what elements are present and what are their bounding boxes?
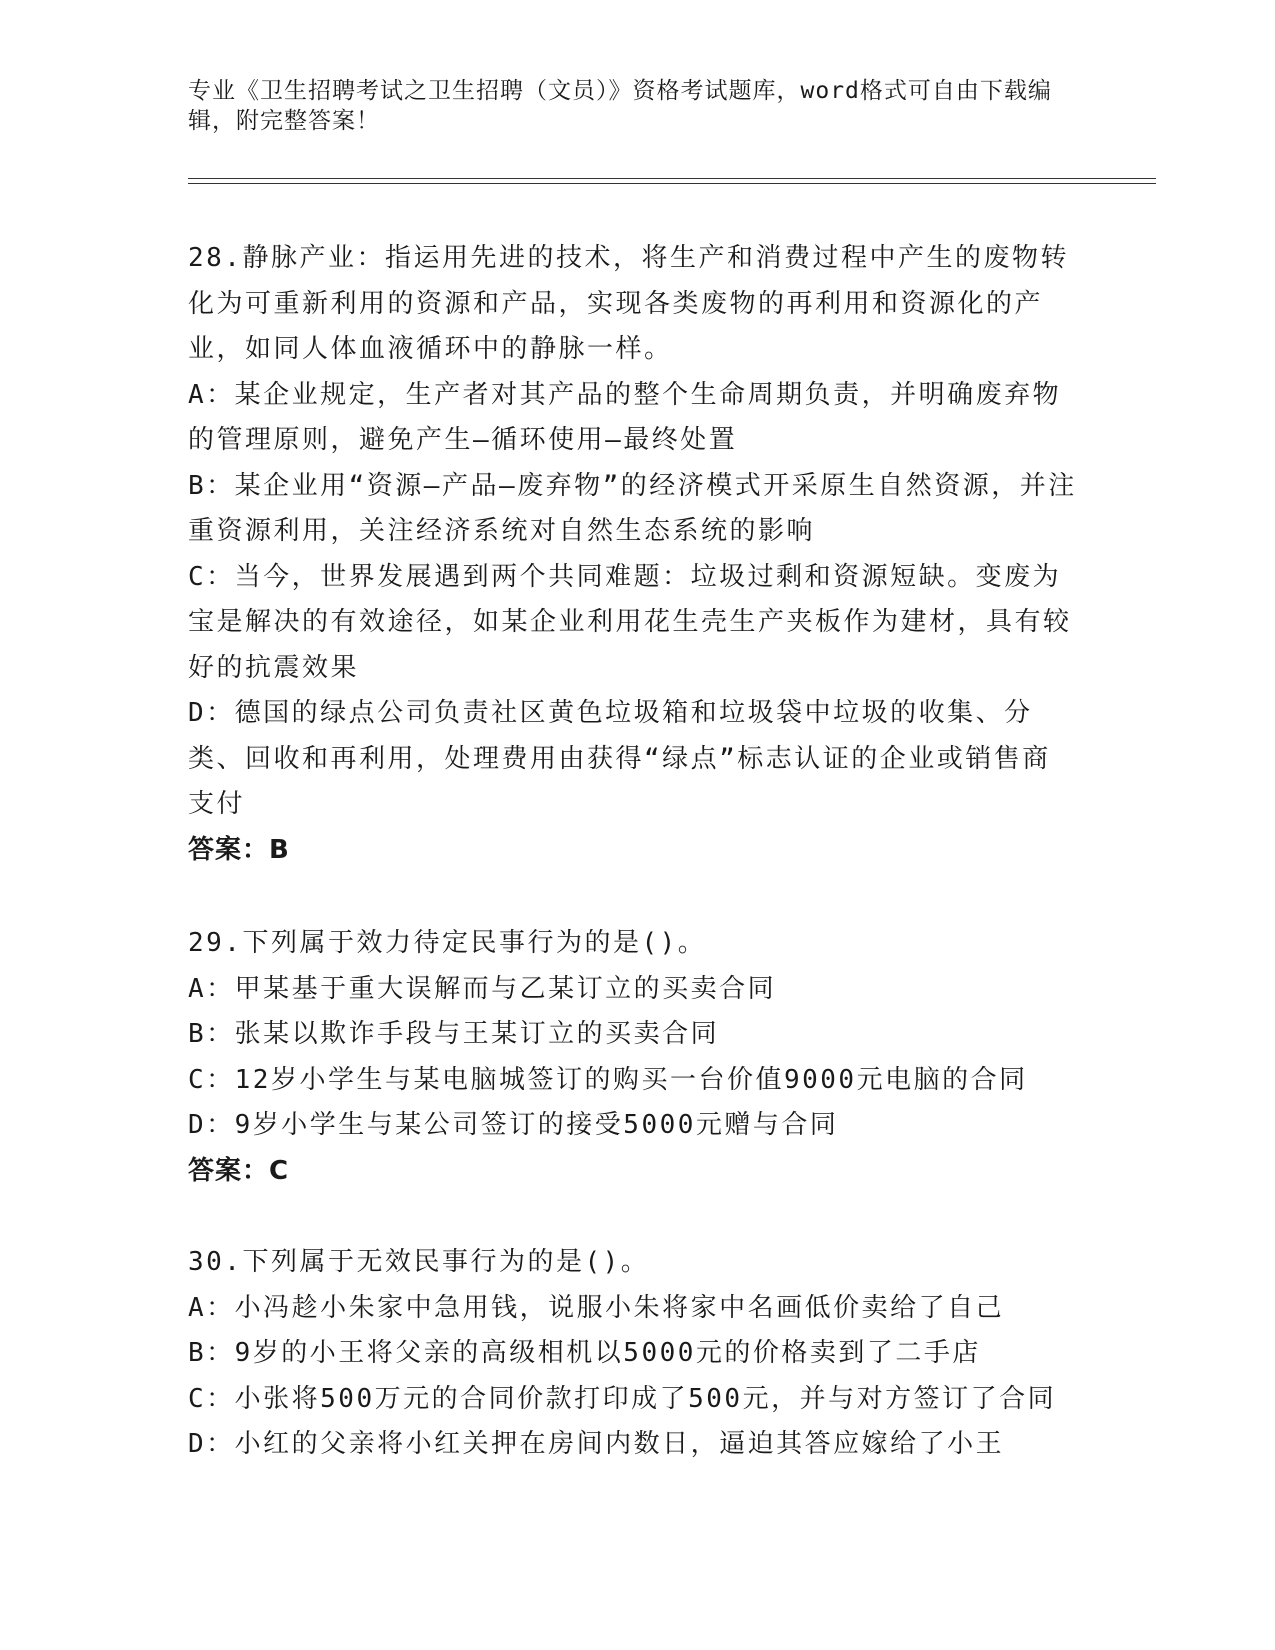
- header-divider-top: [188, 178, 1156, 179]
- question-stem: 29.下列属于效力待定民事行为的是()。: [188, 928, 707, 958]
- answer: 答案：C: [188, 1155, 290, 1186]
- option-a: A：甲某基于重大误解而与乙某订立的买卖合同: [188, 973, 777, 1004]
- option-b: B：张某以欺诈手段与王某订立的买卖合同: [188, 1019, 720, 1049]
- question-stem: 28.静脉产业：指运用先进的技术，将生产和消费过程中产生的废物转化为可重新利用的资源和产品，实现各类废物的再利用和资源化的产业，如同人体血液循环中的静脉一样。: [188, 243, 1069, 364]
- header-text: 专业《卫生招聘考试之卫生招聘（文员）》资格考试题库，word格式可自由下载编辑，附完整答案！: [188, 78, 1052, 134]
- question-29: [188, 921, 1078, 1194]
- option-c: C：小张将500万元的合同价款打印成了500元，并与对方签订了合同: [188, 1383, 1057, 1414]
- option-c: C：当今，世界发展遇到两个共同难题：垃圾过剩和资源短缺。变废为宝是解决的有效途径，如某企业利用花生壳生产夹板作为建材，具有较好的抗震效果: [188, 561, 1072, 683]
- option-a: A：小冯趁小朱家中急用钱，说服小朱将家中名画低价卖给了自己: [188, 1292, 1005, 1323]
- option-d: D：小红的父亲将小红关押在房间内数日，逼迫其答应嫁给了小王: [188, 1429, 1005, 1459]
- option-b: B：某企业用“资源—产品—废弃物”的经济模式开采原生自然资源，并注重资源利用，关注经济系统对自然生态系统的影响: [188, 470, 1077, 546]
- option-a: A：某企业规定，生产者对其产品的整个生命周期负责，并明确废弃物的管理原则，避免产生—循环使用—最终处置: [188, 379, 1062, 455]
- option-d: D：9岁小学生与某公司签订的接受5000元赠与合同: [188, 1110, 839, 1140]
- answer: 答案：B: [188, 834, 290, 865]
- option-b: B：9岁的小王将父亲的高级相机以5000元的价格卖到了二手店: [188, 1338, 981, 1368]
- question-30: [188, 1240, 1078, 1468]
- option-c: C：12岁小学生与某电脑城签订的购买一台价值9000元电脑的合同: [188, 1064, 1028, 1095]
- question-28: [188, 236, 1078, 873]
- question-stem: 30.下列属于无效民事行为的是()。: [188, 1247, 650, 1277]
- document-header: [188, 76, 1068, 136]
- header-divider-bottom: [188, 183, 1156, 184]
- option-d: D：德国的绿点公司负责社区黄色垃圾箱和垃圾袋中垃圾的收集、分类、回收和再利用，处理费用由获得“绿点”标志认证的企业或销售商支付: [188, 698, 1051, 819]
